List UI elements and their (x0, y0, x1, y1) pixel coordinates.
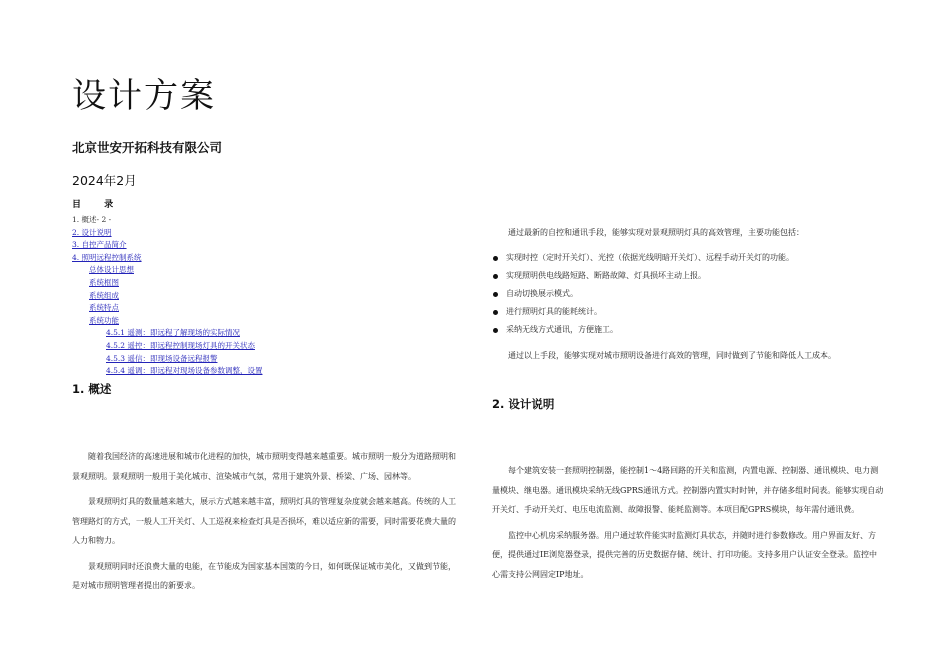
overview-body (72, 447, 460, 602)
design-body (492, 461, 884, 590)
list-item (492, 249, 882, 267)
bullet-icon (493, 310, 498, 315)
bullet-icon (493, 292, 498, 297)
toc-item-features[interactable]: 系统特点 (89, 303, 119, 313)
bullet-icon (493, 256, 498, 261)
toc-item-design-idea[interactable]: 总体设计思想 (89, 265, 134, 275)
toc-item-products[interactable]: 3. 自控产品简介 (72, 240, 127, 250)
toc-heading: 目 录 (72, 200, 124, 210)
toc-item-remote-signal[interactable]: 4.5.3 遥信：即现场设备远程报警 (106, 353, 218, 363)
design-paragraph: 每个建筑安装一套照明控制器，能控制1～4路回路的开关和监测，内置电源、控制器、通讯模块、电力测量模块、继电器。通讯模块采纳无线GPRS通讯方式。控制器内置实时时钟，并存储多组时间表。能够实现自动开关灯、手动开关灯、电压电流监测、故障报警、能耗监测等。本项目配GPRS模块，每年需付通讯费。 (492, 466, 884, 514)
list-item-text: 采纳无线方式通讯，方便施工。 (506, 325, 618, 335)
overview-paragraph: 随着我国经济的高速进展和城市化进程的加快，城市照明变得越来越重要。城市照明一般分为道路照明和景观照明。景观照明一般用于美化城市、渲染城市气氛，常用于建筑外景、桥梁、广场、园林等。 (72, 452, 456, 481)
list-item-text: 进行照明灯具的能耗统计。 (506, 307, 602, 317)
functions-intro: 通过最新的自控和通讯手段，能够实现对景观照明灯具的高效管理，主要功能包括： (508, 228, 804, 237)
document-title: 设计方案 (72, 76, 216, 116)
toc-item-remote-adjust[interactable]: 4.5.4 遥调：即远程对现场设备参数调整，设置 (106, 366, 263, 376)
toc-item-overview[interactable]: 1. 概述- 2 - (72, 215, 112, 224)
bullet-icon (493, 328, 498, 333)
company-name: 北京世安开拓科技有限公司 (72, 140, 223, 155)
toc-item-functions[interactable]: 系统功能 (89, 315, 119, 325)
list-item (492, 285, 882, 303)
list-item-text: 自动切换展示模式。 (506, 288, 578, 298)
toc-item-design[interactable]: 2. 设计说明 (72, 227, 112, 237)
section-heading-design: 2. 设计说明 (492, 397, 555, 411)
list-item-text: 实现时控（定时开关灯）、光控（依据光线明暗开关灯）、远程手动开关灯的功能。 (506, 252, 794, 262)
overview-paragraph: 景观照明同时还浪费大量的电能，在节能成为国家基本国策的今日，如何既保证城市美化，又做到节能，是对城市照明管理者提出的新要求。 (72, 561, 456, 590)
design-paragraph: 监控中心机房采纳服务器。用户通过软件能实时监测灯具状态，并随时进行参数修改。用户界面友好、方便，提供通过IE浏览器登录，提供完善的历史数据存储、统计、打印功能。支持多用户认证安全登录。监控中心需支持公网固定IP地址。 (492, 530, 877, 579)
list-item (492, 267, 882, 285)
list-item (492, 321, 882, 339)
list-item-text: 实现照明供电线路短路、断路故障、灯具损坏主动上报。 (506, 270, 706, 280)
functions-block (492, 223, 882, 371)
toc-item-telemetry[interactable]: 4.5.1 遥测：即远程了解现场的实际情况 (106, 328, 240, 338)
toc-item-block-diagram[interactable]: 系统框图 (89, 277, 119, 287)
functions-list (492, 249, 882, 340)
toc-item-composition[interactable]: 系统组成 (89, 290, 119, 300)
bullet-icon (493, 274, 498, 279)
section-heading-overview: 1. 概述 (72, 382, 112, 396)
overview-paragraph: 景观照明灯具的数量越来越大，展示方式越来越丰富，照明灯具的管理复杂度就会越来越高。传统的人工管理路灯的方式，一般人工开关灯、人工巡视来检查灯具是否损坏，难以适应新的需要，同时需要花费大量的人力和物力。 (72, 497, 456, 545)
functions-outro: 通过以上手段，能够实现对城市照明设备进行高效的管理，同时做到了节能和降低人工成本。 (508, 350, 836, 360)
toc-item-lighting-system[interactable]: 4. 照明远程控制系统 (72, 252, 142, 262)
document-date: 2024年2月 (72, 173, 137, 188)
table-of-contents (72, 214, 472, 378)
toc-item-remote-control[interactable]: 4.5.2 遥控：即远程控制现场灯具的开关状态 (106, 340, 255, 350)
list-item (492, 303, 882, 321)
